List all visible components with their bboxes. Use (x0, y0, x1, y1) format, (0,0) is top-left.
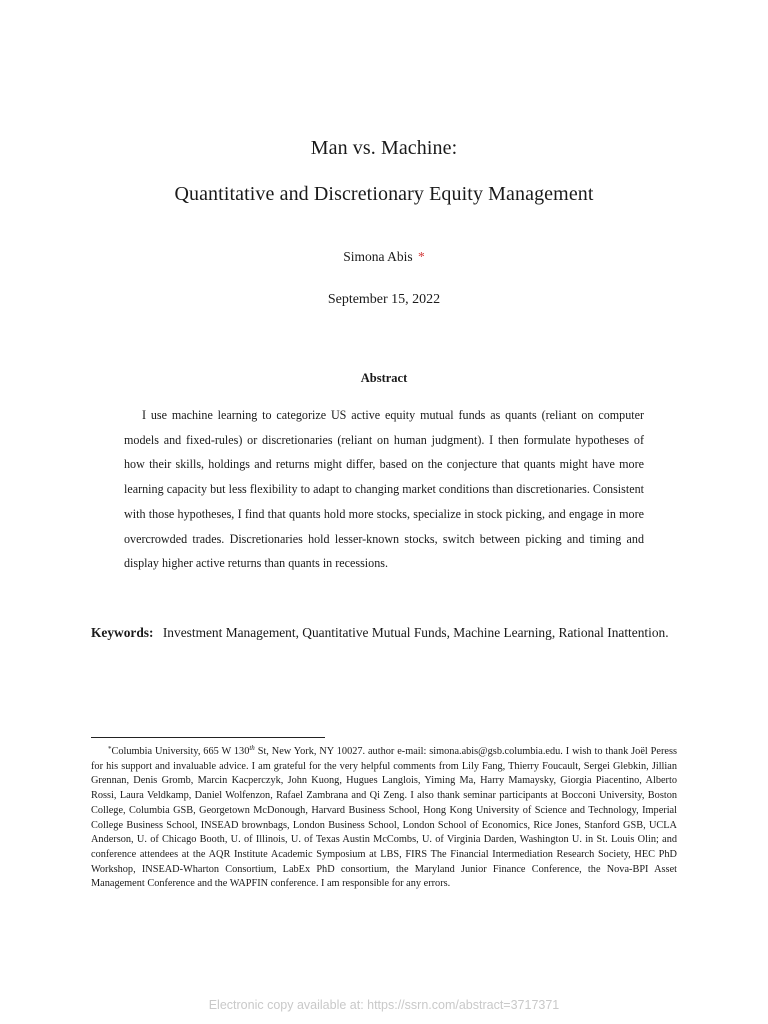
author-name: Simona Abis (343, 249, 413, 264)
title-line-2: Quantitative and Discretionary Equity Management (174, 183, 594, 205)
ssrn-watermark: Electronic copy available at: https://ssrn.com/abstract=3717371 (208, 998, 560, 1012)
footnote-mark: * (108, 745, 112, 753)
footnote-divider (91, 737, 325, 738)
author-line (0, 249, 768, 265)
keywords-block (91, 618, 677, 647)
title-line-1: Man vs. Machine: (310, 137, 458, 159)
abstract-body: I use machine learning to categorize US active equity mutual funds as quants (reliant on computer models and fixed-rules) or discretionaries (reliant on human judgment). I then formulate hypotheses of how their skills, holdings and returns might differ, based on the conjecture that quants might have more learning capacity but less flexibility to adapt to changing market conditions than discretionaries. Consistent with those hypotheses, I find that quants hold more stocks, specialize in stock picking, and engage in more overcrowded trades. Discretionaries hold lesser-known stocks, switch between picking and timing and display higher active returns than quants in recessions. (124, 408, 644, 571)
publication-date: September 15, 2022 (327, 292, 441, 307)
footnote-text: St, New York, NY 10027. author e-mail: simona.abis@gsb.columbia.edu. I wish to thank Joël Peress for his support and invaluable advice. I am grateful for the very helpful comments from Lily Fang, Thierry Foucault, Sergei Glebkin, Jillian Grennan, Denis Gromb, Marcin Kacperczyk, John Kuong, Hugues Langlois, Yiming Ma, Harry Mamaysky, Giorgia Piacentino, Alberto Rossi, Laura Veldkamp, Daniel Wolfenzon, Rafael Zambrana and Qi Zeng. I also thank seminar participants at Bocconi University, Boston College, Columbia GSB, Georgetown McDonough, Harvard Business School, Hong Kong University of Science and Technology, Imperial College Business School, INSEAD brownbags, London Business School, London School of Economics, Rice Jones, Stanford GSB, UCLA Anderson, U. of Chicago Booth, U. of Illinois, U. of Texas Austin McCombs, U. of Virginia Darden, Washington U. in St. Louis Olin; and conference attendees at the AQR Institute Academic Symposium at LBS, FIRS The Financial Intermediation Research Society, HEC PhD Workshop, INSEAD-Wharton Consortium, LabEx PhD consortium, the Maryland Junior Finance Conference, the Nova-BPI Asset Management Conference and the WAPFIN conference. I am responsible for any errors. (91, 746, 677, 890)
keywords-text: Investment Management, Quantitative Mutual Funds, Machine Learning, Rational Inattention. (162, 625, 669, 640)
footnote-address: Columbia University, 665 W 130 (111, 746, 250, 757)
footnote-superscript: th (249, 744, 255, 752)
abstract-heading: Abstract (360, 371, 408, 385)
author-footnote-link[interactable]: * (418, 249, 425, 264)
author-footnote (91, 741, 677, 892)
keywords-label: Keywords: (91, 625, 154, 640)
